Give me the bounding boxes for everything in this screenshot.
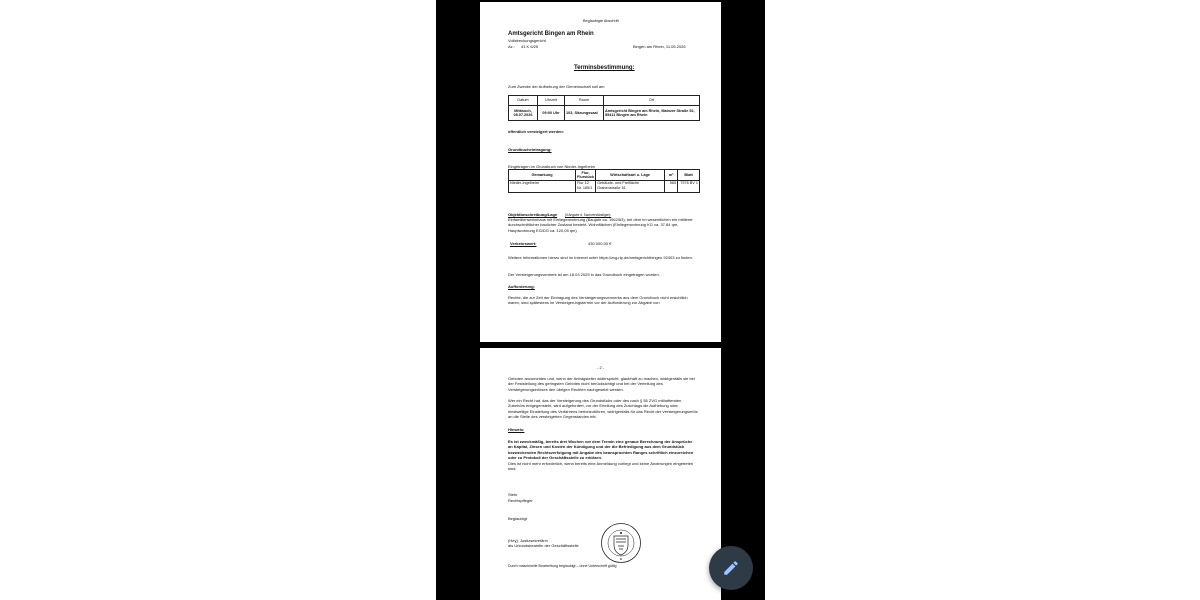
certified-label: Beglaubigt — [508, 516, 527, 521]
signer-role: Rechtspfleger — [508, 498, 533, 503]
table-header-cell: Uhrzeit — [538, 96, 565, 106]
footer-note: Durch maschinelle Bearbeitung beglaubigt – ohne Unterschrift gültig — [508, 564, 617, 568]
property-description-note: (lt Angabe d. Sachverständigen): — [565, 212, 612, 217]
registration-note: Der Versteigerungsvermerk ist am 18.03.2025 in das Grundbuch eingetragen worden. — [508, 272, 660, 277]
table-header-cell: m² — [665, 170, 678, 181]
page-number: - 2 - — [597, 365, 605, 370]
notice-heading: Hinweis: — [508, 427, 525, 432]
certified-copy-header: Beglaubigte Abschrift — [583, 19, 619, 23]
table-cell: Gebäude- und Freifläche Grabenstraße 51 — [596, 180, 665, 192]
case-number: 41 K 6/25 — [521, 44, 539, 49]
table-cell: 7976 BV 1 — [678, 180, 700, 192]
table-header-row — [509, 170, 700, 181]
termin-location: Amtsgericht Bingen am Rhein, Mainzer Straße 52, 55411 Bingen am Rhein — [604, 106, 700, 121]
table-header-cell: Flur, Flurstück — [577, 170, 595, 179]
land-register-intro: Eingetragen im Grundbuch von Nieder-Ingelheim — [508, 164, 595, 169]
table-header-cell: Datum — [509, 96, 538, 106]
table-header-cell: Raum — [565, 96, 604, 106]
info-text: Weitere Informationen hierzu sind im Internet unter https://zvg.rlp.de/amtsgerichtbingen.92403 zu finden. — [508, 255, 693, 260]
paragraph: Geboten anzumelden und, wenn der Antragsteller widerspricht, glaubhaft zu machen, widrigenfalls sie bei der Feststellung des geringsten Gebotes nicht berücksichtigt und bei der Verteilung des Versteigerungserlöses den übrigen Rechten nachgesetzt werden. — [508, 376, 695, 392]
request-text: Rechte, die zur Zeit der Eintragung des Versteigerungsvermerks aus dem Grundbuch nicht ersichtlich waren, sind spätestens im Versteigerungstermin vor der Aufforderung zur Abgabe von — [508, 295, 688, 306]
document-page-2 — [480, 348, 721, 600]
place-date: Bingen am Rhein, 11.05.2026 — [633, 44, 686, 49]
document-page-1 — [480, 2, 721, 342]
paragraph: Wer ein Recht hat, das der Versteigerung des Grundstücks oder des nach § 55 ZVG mithaftenden Zubehörs entgegensteht, wird aufgefordert, vor der Erteilung des Zuschlags die Aufhebung oder einstweilige Einstellung des Verfahrens herbeizuführen, widrigenfalls für das Recht der Versteigerungserlös an die Stelle des versteigerten Gegenstandes tritt. — [508, 398, 698, 419]
table-header-cell: Blatt — [678, 170, 700, 181]
market-value: 430.000,00 € — [588, 241, 612, 246]
clerk-name: (Hey), Justizsekretärin — [508, 538, 548, 543]
table-header-cell: Wirtschaftsart u. Lage — [596, 170, 665, 181]
table-row — [509, 106, 700, 121]
land-register-heading: Grundbucheintragung: — [508, 147, 552, 152]
notice-bold-text: Es ist zweckmäßig, bereits drei Wochen vor dem Termin eine genaue Berechnung der Ansprüche an Kapital, Zinsen und Kosten der Kündigung und der die Befriedigung aus dem Grundstück bezweckenden Rechtsverfolgung mit Angabe des beanspruchten Ranges schriftlich einzureichen oder zu Protokoll der Geschäftsstelle zu erklären. — [508, 439, 694, 460]
document-viewer[interactable] — [436, 0, 765, 600]
termin-table — [508, 95, 700, 121]
clerk-role: als Urkundsbeamtin der Geschäftsstelle — [508, 543, 579, 548]
notice-text: Dies ist nicht mehr erforderlich, wenn bereits eine Anmeldung vorliegt und keine Änderungen eingetreten sind. — [508, 461, 694, 472]
court-name: Amtsgericht Bingen am Rhein — [508, 31, 594, 37]
table-row — [509, 180, 700, 192]
auction-statement: öffentlich versteigert werden: — [508, 129, 565, 134]
signer-name: Stehr — [508, 492, 518, 497]
table-cell: 565 — [665, 180, 678, 192]
termin-room: 103, Sitzungssaal — [565, 106, 604, 121]
table-header-cell: Ort — [604, 96, 700, 106]
document-title: Terminsbestimmung: — [574, 65, 635, 71]
table-header-cell: Gemarkung — [509, 170, 576, 181]
property-description-text: Einfamilienwohnhaus mit Einliegerwohnung (Baujahr ca. 1962/63), bei dem im wesentlichen ein mittlerer durchschnittlicher baulicher Zustand besteht. Wohnflächen (Einliegerwohnung KG ca. 37,84 qm, Hauptwohnung EG/DG ca. 120,05 qm) — [508, 217, 693, 233]
land-register-table — [508, 169, 700, 193]
termin-time: 09:00 Uhr — [538, 106, 565, 121]
property-description-heading: Objektbeschreibung/Lage — [508, 212, 558, 217]
market-value-label: Verkehrswert: — [510, 241, 537, 246]
edit-button[interactable] — [709, 546, 753, 590]
table-cell: Flur 12 Nr. 185/1 — [576, 180, 596, 192]
intro-text: Zum Zwecke der Aufhebung der Gemeinschaft soll am — [508, 84, 605, 89]
table-cell: Nieder-Ingelheim — [509, 180, 576, 192]
pencil-icon — [722, 559, 740, 577]
request-heading: Aufforderung: — [508, 284, 535, 289]
table-header-row — [509, 96, 700, 106]
termin-date: Mittwoch, 08.07.2026 — [509, 106, 538, 121]
case-number-label: Az.: — [508, 44, 515, 49]
court-seal-icon — [600, 522, 642, 564]
court-department: Vollstreckungsgericht — [508, 38, 546, 43]
